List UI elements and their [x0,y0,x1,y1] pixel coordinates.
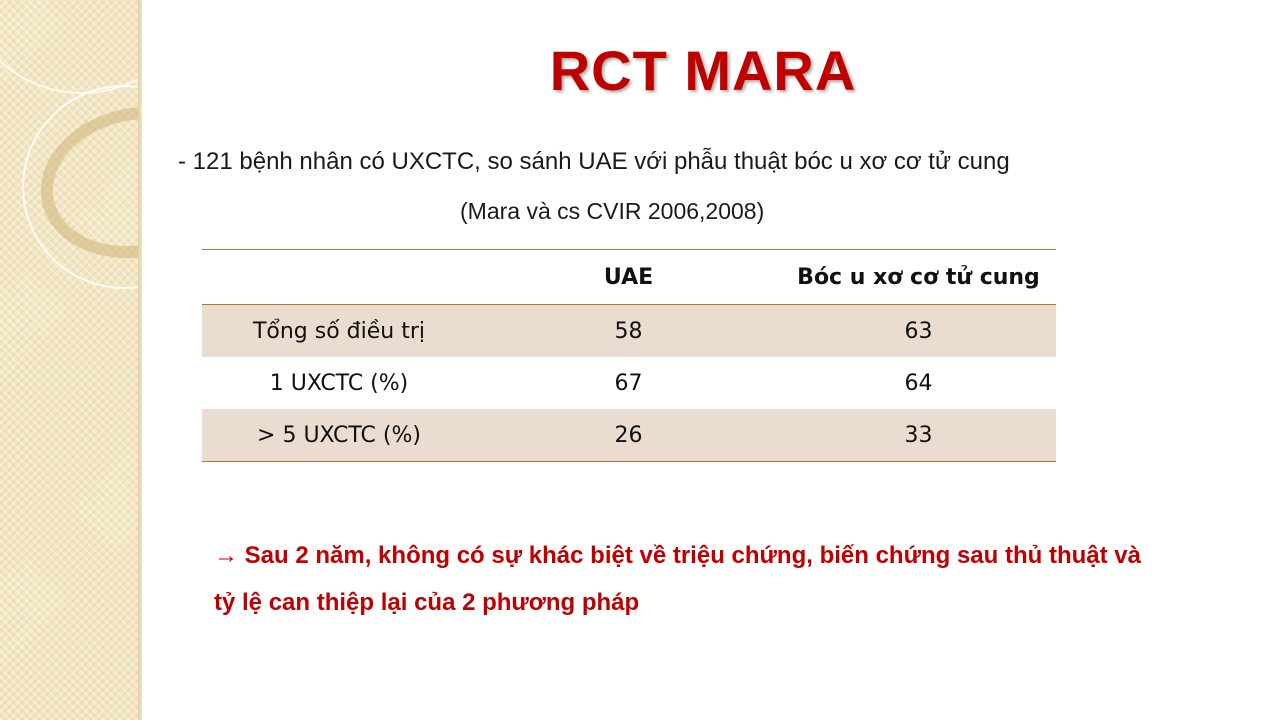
table-row [202,409,1056,462]
table-header-row [202,250,1056,305]
header-cell-empty [202,250,476,305]
cell-myomectomy: 63 [904,318,933,344]
cell-myomectomy: 33 [904,422,933,448]
arrow-icon: → [214,542,238,569]
citation-text: (Mara và cs CVIR 2006,2008) [460,198,765,224]
row-label: 1 UXCTC (%) [269,370,409,396]
sidebar-edge [138,0,142,720]
table-row [202,357,1056,409]
row-label: Tổng số điều trị [252,318,426,344]
cell-uae: 26 [614,422,643,448]
header-cell-uae: UAE [476,250,781,305]
cell-uae: 67 [614,370,643,396]
conclusion-body: Sau 2 năm, không có sự khác biệt về triệu chứng, biến chứng sau thủ thuật và tỷ lệ can thiệp lại của 2 phương pháp [214,542,1141,616]
cell-myomectomy: 64 [904,370,933,396]
slide-title-text: RCT MARA [549,39,857,102]
table-row [202,305,1056,358]
header-cell-myomectomy: Bóc u xơ cơ tử cung [781,250,1056,305]
decorative-ring [0,0,142,94]
cell-uae: 58 [614,318,643,344]
row-label: > 5 UXCTC (%) [257,422,421,448]
results-table [202,249,1056,462]
slide-title [142,38,1280,103]
conclusion-text [214,532,1154,626]
intro-text: - 121 bệnh nhân có UXCTC, so sánh UAE với phẫu thuật bóc u xơ cơ tử cung [178,148,1010,175]
decorative-sidebar [0,0,142,720]
